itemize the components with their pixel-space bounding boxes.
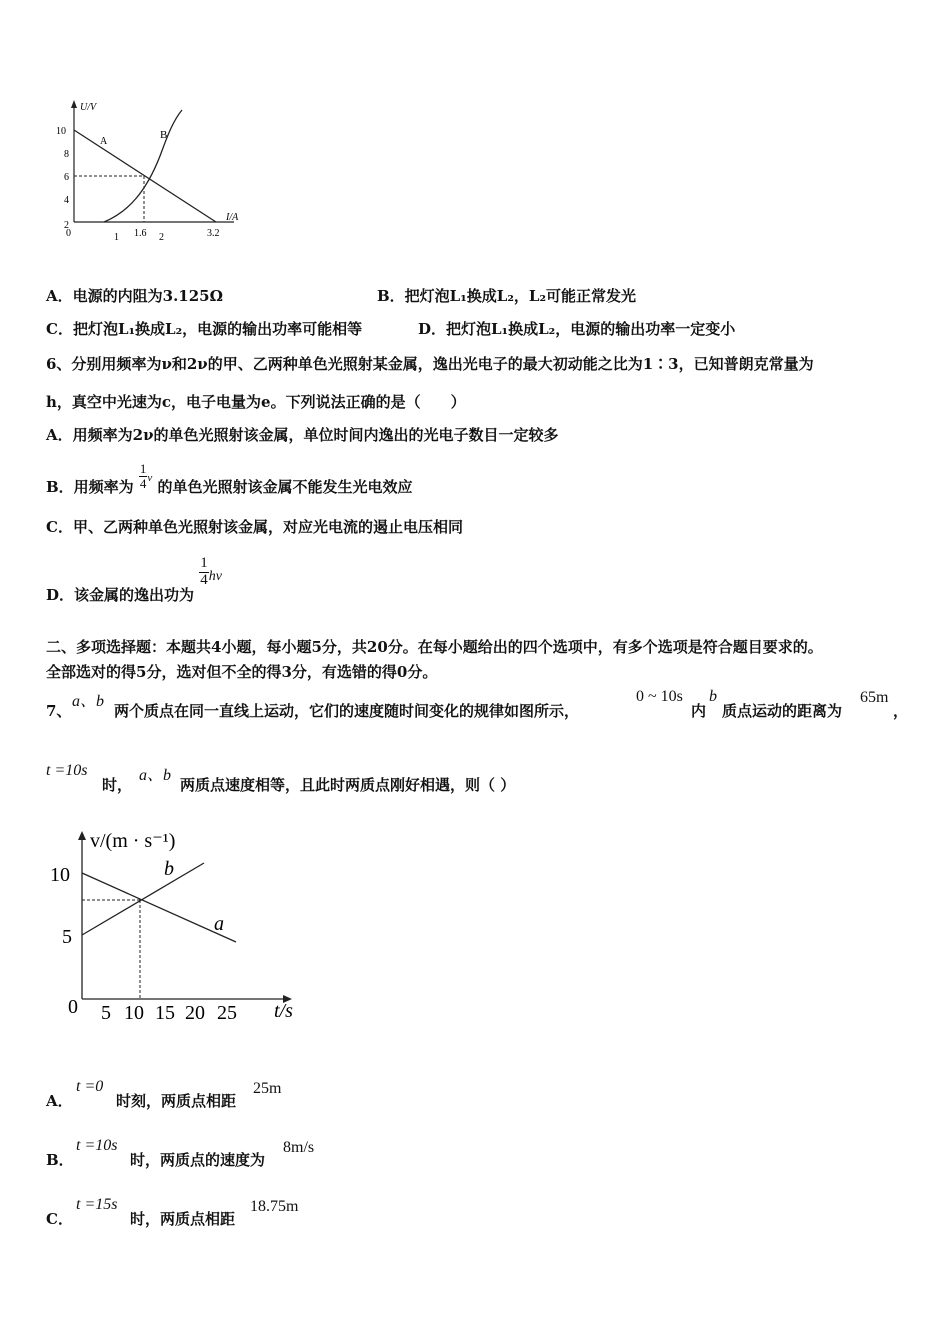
q7-ab: a、b bbox=[72, 693, 105, 710]
q7-option-a-value: 25m bbox=[253, 1080, 282, 1097]
q7-option-b-text: 时，两质点的速度为 bbox=[130, 1151, 266, 1169]
q6-stem-line1: 6、分别用频率为ν和2ν的甲、乙两种单色光照射某金属，逸出光电子的最大初动能之比为1∶3，已知普朗克常量为 bbox=[46, 355, 814, 373]
q7-option-b-value: 8m/s bbox=[283, 1139, 315, 1156]
q6-option-d-fraction: $\frac{1}{4}$ bbox=[200, 555, 208, 588]
q7-option-a-t: t =0 bbox=[76, 1078, 104, 1095]
q5-option-c: C．把灯泡L₁换成L₂，电源的输出功率可能相等 bbox=[46, 320, 363, 338]
y-tick-2: 2 bbox=[64, 220, 69, 231]
line-a-label: A bbox=[100, 136, 108, 147]
q5-option-d: D．把灯泡L₁换成L₂，电源的输出功率一定变小 bbox=[418, 320, 736, 338]
section2-line1: 二、多项选择题：本题共4小题，每小题5分，共20分。在每小题给出的四个选项中，有多个选项是符合题目要求的。 bbox=[46, 638, 823, 656]
q7-interval: 0 ~ 10s bbox=[636, 688, 683, 705]
q5-option-b: B．把灯泡L₁换成L₂，L₂可能正常发光 bbox=[377, 287, 637, 305]
q7-in-word: 内 bbox=[691, 702, 707, 720]
x-tick-0: 0 bbox=[66, 228, 71, 239]
ui-graph bbox=[48, 96, 248, 246]
q7-comma: ， bbox=[893, 702, 909, 720]
y-axis-arrow bbox=[71, 100, 77, 108]
y-tick-4: 4 bbox=[64, 195, 69, 206]
q6-option-d-var: hν bbox=[208, 569, 222, 585]
q7-text3: 两质点速度相等，且此时两质点刚好相遇，则（ ） bbox=[180, 776, 516, 794]
q7-option-c-value: 18.75m bbox=[250, 1198, 299, 1215]
section2-line2: 全部选对的得5分，选对但不全的得3分，有选错的得0分。 bbox=[46, 663, 438, 681]
vt-graph bbox=[46, 825, 316, 1030]
line-b-label: b bbox=[164, 858, 174, 880]
x-tick-2: 2 bbox=[159, 232, 164, 243]
origin-label: 0 bbox=[68, 996, 78, 1018]
x-tick-3.2: 3.2 bbox=[207, 228, 220, 239]
line-a bbox=[82, 873, 236, 942]
q7-text2: 质点运动的距离为 bbox=[722, 702, 843, 720]
q7-option-a-text: 时刻，两质点相距 bbox=[116, 1092, 237, 1110]
x-axis-label: I/A bbox=[226, 212, 239, 223]
q7-option-c-t: t =15s bbox=[76, 1196, 118, 1213]
curve-b-label: B bbox=[160, 129, 168, 141]
x-tick-5: 5 bbox=[101, 1002, 111, 1024]
q7-option-b-label: B． bbox=[46, 1151, 74, 1169]
x-tick-10: 10 bbox=[124, 1002, 144, 1024]
y-axis-label: v/(m · s⁻¹) bbox=[90, 830, 176, 852]
q6-option-b-fraction: $\frac{1}{4}$ bbox=[139, 461, 147, 491]
q7-option-b-t: t =10s bbox=[76, 1137, 118, 1154]
y-axis-label: U/V bbox=[80, 102, 97, 113]
q6-option-d-prefix: D．该金属的逸出功为 bbox=[46, 586, 195, 605]
q6-stem-line2: h，真空中光速为c，电子电量为e。下列说法正确的是（ ） bbox=[46, 393, 466, 411]
y-tick-10: 10 bbox=[56, 126, 66, 137]
y-tick-5: 5 bbox=[62, 926, 72, 948]
x-axis-label: t/s bbox=[274, 1000, 293, 1022]
line-b bbox=[82, 863, 204, 935]
q6-option-a: A．用频率为2ν的单色光照射该金属，单位时间内逸出的光电子数目一定较多 bbox=[46, 426, 559, 444]
q7-distance: 65m bbox=[860, 689, 889, 706]
y-axis-arrow bbox=[78, 831, 86, 840]
line-a-label: a bbox=[214, 913, 224, 935]
y-tick-6: 6 bbox=[64, 172, 69, 183]
q7-t-eq: t =10s bbox=[46, 762, 88, 779]
y-tick-8: 8 bbox=[64, 149, 69, 160]
y-tick-10: 10 bbox=[50, 864, 70, 886]
q6-option-d bbox=[46, 555, 222, 605]
q6-option-b-var: ν bbox=[147, 472, 153, 485]
x-tick-25: 25 bbox=[217, 1002, 237, 1024]
q5-option-a: A．电源的内阻为3.125Ω bbox=[46, 287, 223, 305]
x-tick-1.6: 1.6 bbox=[134, 228, 147, 239]
q7-option-c-text: 时，两质点相距 bbox=[130, 1210, 236, 1228]
q7-shi: 时， bbox=[102, 776, 133, 794]
x-tick-15: 15 bbox=[155, 1002, 175, 1024]
q7-option-a-label: A． bbox=[46, 1092, 73, 1110]
q7-b: b bbox=[709, 688, 717, 705]
curve-b bbox=[104, 110, 182, 222]
q7-option-c-label: C． bbox=[46, 1210, 73, 1228]
q6-option-b-prefix: B．用频率为 bbox=[46, 478, 134, 497]
q7-number: 7、 bbox=[46, 702, 72, 720]
q6-option-b bbox=[46, 461, 413, 497]
q7-text1: 两个质点在同一直线上运动，它们的速度随时间变化的规律如图所示， bbox=[114, 702, 580, 720]
q7-ab2: a、b bbox=[139, 767, 172, 784]
x-tick-20: 20 bbox=[185, 1002, 205, 1024]
q6-option-b-suffix: 的单色光照射该金属不能发生光电效应 bbox=[157, 478, 413, 497]
x-tick-1: 1 bbox=[114, 232, 119, 243]
q6-option-c: C．甲、乙两种单色光照射该金属，对应光电流的遏止电压相同 bbox=[46, 518, 463, 536]
